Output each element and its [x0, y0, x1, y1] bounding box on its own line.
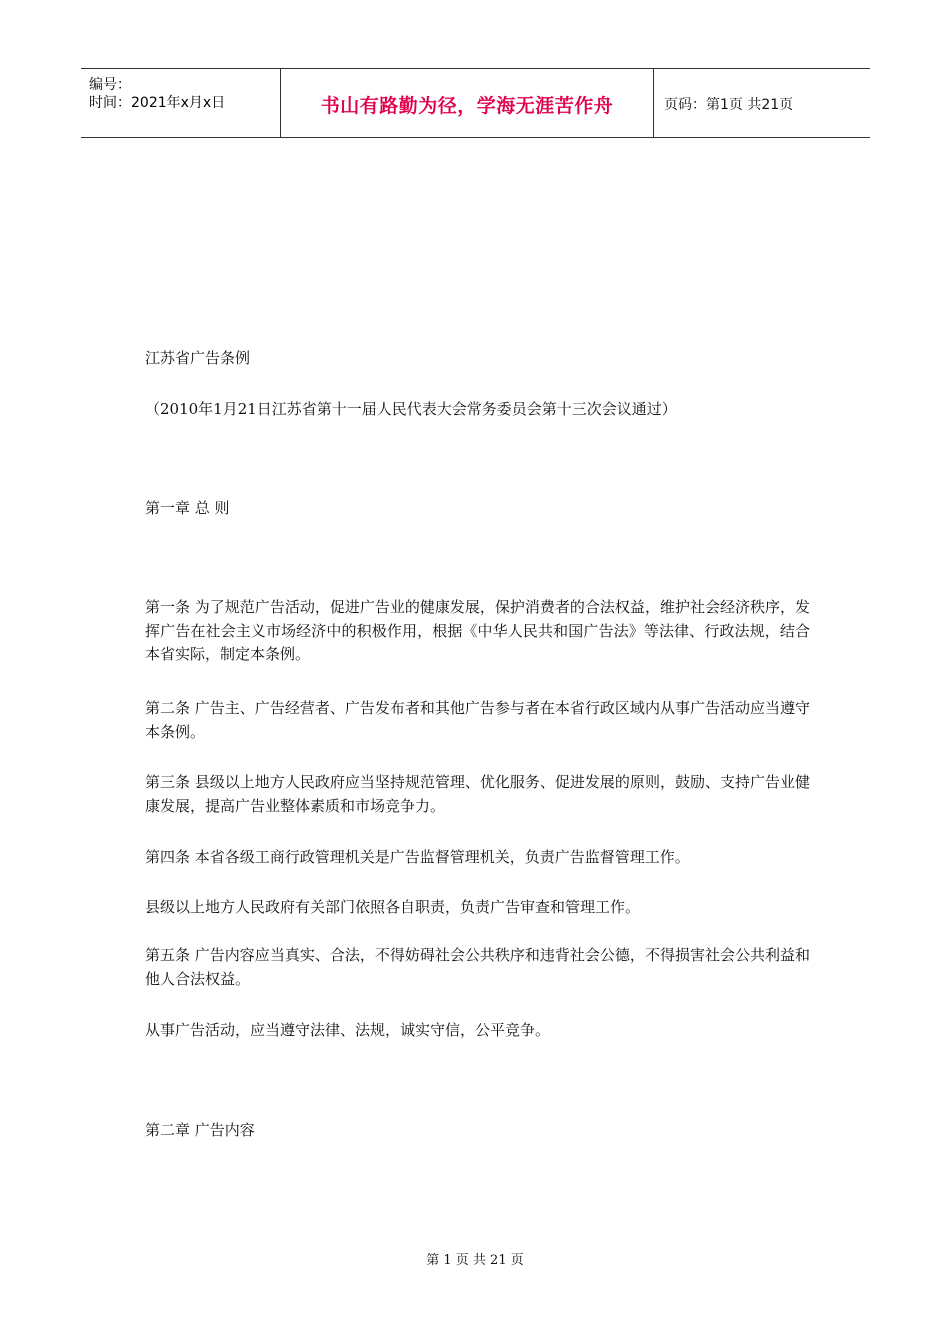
document-subtitle: （2010年1月21日江苏省第十一届人民代表大会常务委员会第十三次会议通过） — [145, 400, 677, 418]
article-2: 第二条 广告主、广告经营者、广告发布者和其他广告参与者在本省行政区域内从事广告活动应当遵守本条例。 — [145, 699, 810, 741]
article-5: 第五条 广告内容应当真实、合法，不得妨碍社会公共秩序和违背社会公德，不得损害社会公共利益和他人合法权益。 — [145, 946, 810, 988]
article-4: 第四条 本省各级工商行政管理机关是广告监督管理机关，负责广告监督管理工作。 — [145, 848, 690, 866]
document-title: 江苏省广告条例 — [145, 349, 251, 367]
document-header — [81, 68, 870, 138]
number-label: 编号： — [89, 77, 131, 93]
header-page-cell — [654, 69, 870, 137]
article-3: 第三条 县级以上地方人民政府应当坚持规范管理、优化服务、促进发展的原则，鼓励、支持广告业健康发展，提高广告业整体素质和市场竞争力。 — [145, 773, 810, 815]
chapter-1-heading: 第一章 总 则 — [145, 499, 230, 517]
date-label: 时间：2021年x月x日 — [89, 95, 226, 111]
article-4-paragraph-2: 县级以上地方人民政府有关部门依照各自职责，负责广告审查和管理工作。 — [145, 898, 641, 916]
chapter-2-heading: 第二章 广告内容 — [145, 1121, 255, 1139]
article-5-paragraph-2: 从事广告活动，应当遵守法律、法规，诚实守信，公平竞争。 — [145, 1021, 551, 1039]
header-meta-cell — [81, 69, 281, 137]
header-page-info: 页码：第1页 共21页 — [664, 97, 794, 113]
article-1: 第一条 为了规范广告活动，促进广告业的健康发展，保护消费者的合法权益，维护社会经济秩序，发挥广告在社会主义市场经济中的积极作用，根据《中华人民共和国广告法》等法律、行政法规，结合本省实际，制定本条例。 — [145, 598, 810, 663]
page-footer: 第 1 页 共 21 页 — [426, 1253, 524, 1268]
motto-text: 书山有路勤为径，学海无涯苦作舟 — [320, 95, 614, 117]
header-motto-cell — [281, 69, 654, 137]
